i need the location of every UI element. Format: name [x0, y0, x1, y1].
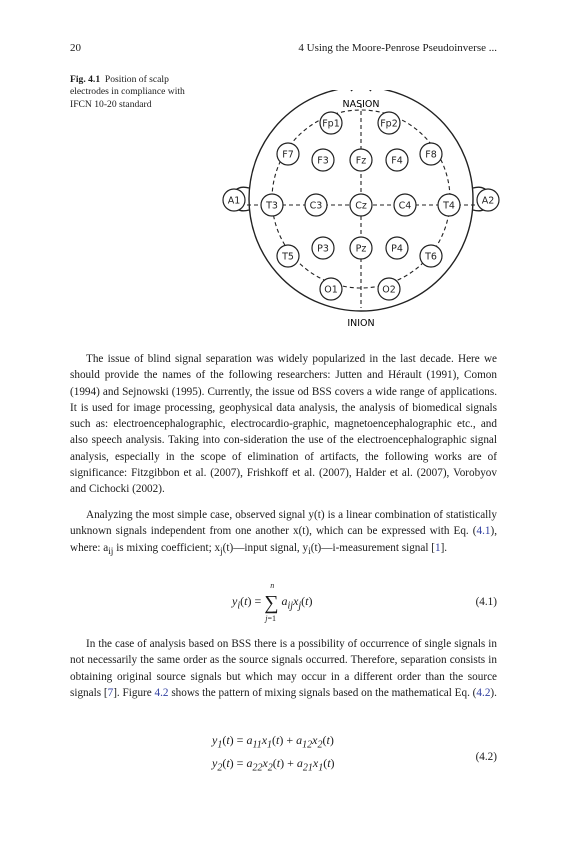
electrode-label-c4: C4 — [398, 200, 412, 212]
figure-ref-4-2[interactable]: 4.2 — [154, 686, 169, 699]
nose-shape — [351, 90, 371, 91]
electrode-label-p4: P4 — [391, 243, 403, 255]
eeg-electrode-diagram — [215, 90, 515, 335]
paragraph-linear-model: Analyzing the most simple case, observed signal y(t) is a linear combination of statistically unknown signals independent from one another x(t), which can be expressed with Eq. (4.1), where: $a_{ij}$ is mixing coefficient; $x_j(t)—input$ signal, $y_i(t)—i$-measurement signal [1]. — [70, 509, 497, 557]
nasion-label: NASION — [342, 99, 380, 110]
equation-4-1-label: (4.1) — [475, 596, 497, 608]
electrode-label-o2: O2 — [382, 284, 396, 296]
electrode-label-t4: T4 — [443, 200, 455, 212]
electrode-label-pz: Pz — [355, 243, 367, 255]
electrode-label-fp2: Fp2 — [380, 118, 398, 130]
running-head: 4 Using the Moore-Penrose Pseudoinverse ... — [298, 42, 497, 54]
electrode-label-cz: Cz — [355, 200, 367, 212]
electrode-label-p3: P3 — [317, 243, 329, 255]
electrode-label-f4: F4 — [391, 155, 403, 167]
figure-caption-text: Position of scalp electrodes in compliance with IFCN 10-20 standard — [70, 74, 185, 110]
electrode-label-f3: F3 — [317, 155, 329, 167]
paragraph-bss-order: In the case of analysis based on BSS there is a possibility of occurrence of single signals in not necessarily the same order as the source signals occurred. Therefore, separation consists in obtaining original source signals but which may occur in a different order than the source signals [7]. Figure 4.2 shows the pattern of mixing signals based on the mathematical Eq. (4.2). — [70, 638, 497, 699]
electrode-label-o1: O1 — [324, 284, 338, 296]
electrode-label-fp1: Fp1 — [322, 118, 340, 130]
figure-label: Fig. 4.1 — [70, 74, 101, 85]
equation-4-1: $y_i(t)$ = ∑ n j=1 $a_{ij}x_j(t)$ — [232, 581, 313, 623]
eq-ref-4-1[interactable]: 4.1 — [476, 525, 491, 538]
electrode-label-a1: A1 — [227, 195, 241, 207]
electrode-label-t3: T3 — [266, 200, 278, 212]
electrode-label-a2: A2 — [481, 195, 495, 207]
electrode-label-fz: Fz — [355, 155, 367, 167]
inion-label: INION — [347, 318, 375, 329]
equation-4-2: $y_1(t) = a_{11}x_1(t) + a_{12}x_2(t)$ $y_2(t) = a_{22}x_2(t) + a_{21}x_1(t)$ — [212, 733, 335, 774]
electrode-label-t6: T6 — [425, 251, 437, 263]
page-number: 20 — [70, 42, 81, 54]
electrode-label-c3: C3 — [309, 200, 323, 212]
electrode-label-t5: T5 — [282, 251, 294, 263]
citation-1[interactable]: 1 — [434, 541, 441, 554]
paragraph-intro: The issue of blind signal separation was widely popularized in the last decade. Here we should provide the names of the following researchers: Jutten and Hérault (1991), Comon (1994) and Sejnowski (1995). Currently, the issue od BSS covers a wide range of applications. It is used for image processing, geophysical data analysis, the analysis of biomedical signals such as: electroencephalographic, electrocardio-graphic, magnetoencephalographic etc., and also speech analysis. Taking into con-sideration the use of the electroencephalographic signal analysis, especially in the scope of elimination of artifacts, the following works are of significance: Fitzgibbon et al. (2007), Frishkoff et al. (2007), Halder et al. (2007), Vorobyov and Cichocki (2002). — [70, 353, 497, 496]
electrode-label-f8: F8 — [425, 149, 437, 161]
eq-ref-4-2[interactable]: 4.2 — [476, 686, 491, 699]
electrode-label-f7: F7 — [282, 149, 294, 161]
citation-7[interactable]: 7 — [107, 686, 114, 699]
figure-caption — [70, 74, 190, 111]
equation-4-2-label: (4.2) — [475, 751, 497, 763]
